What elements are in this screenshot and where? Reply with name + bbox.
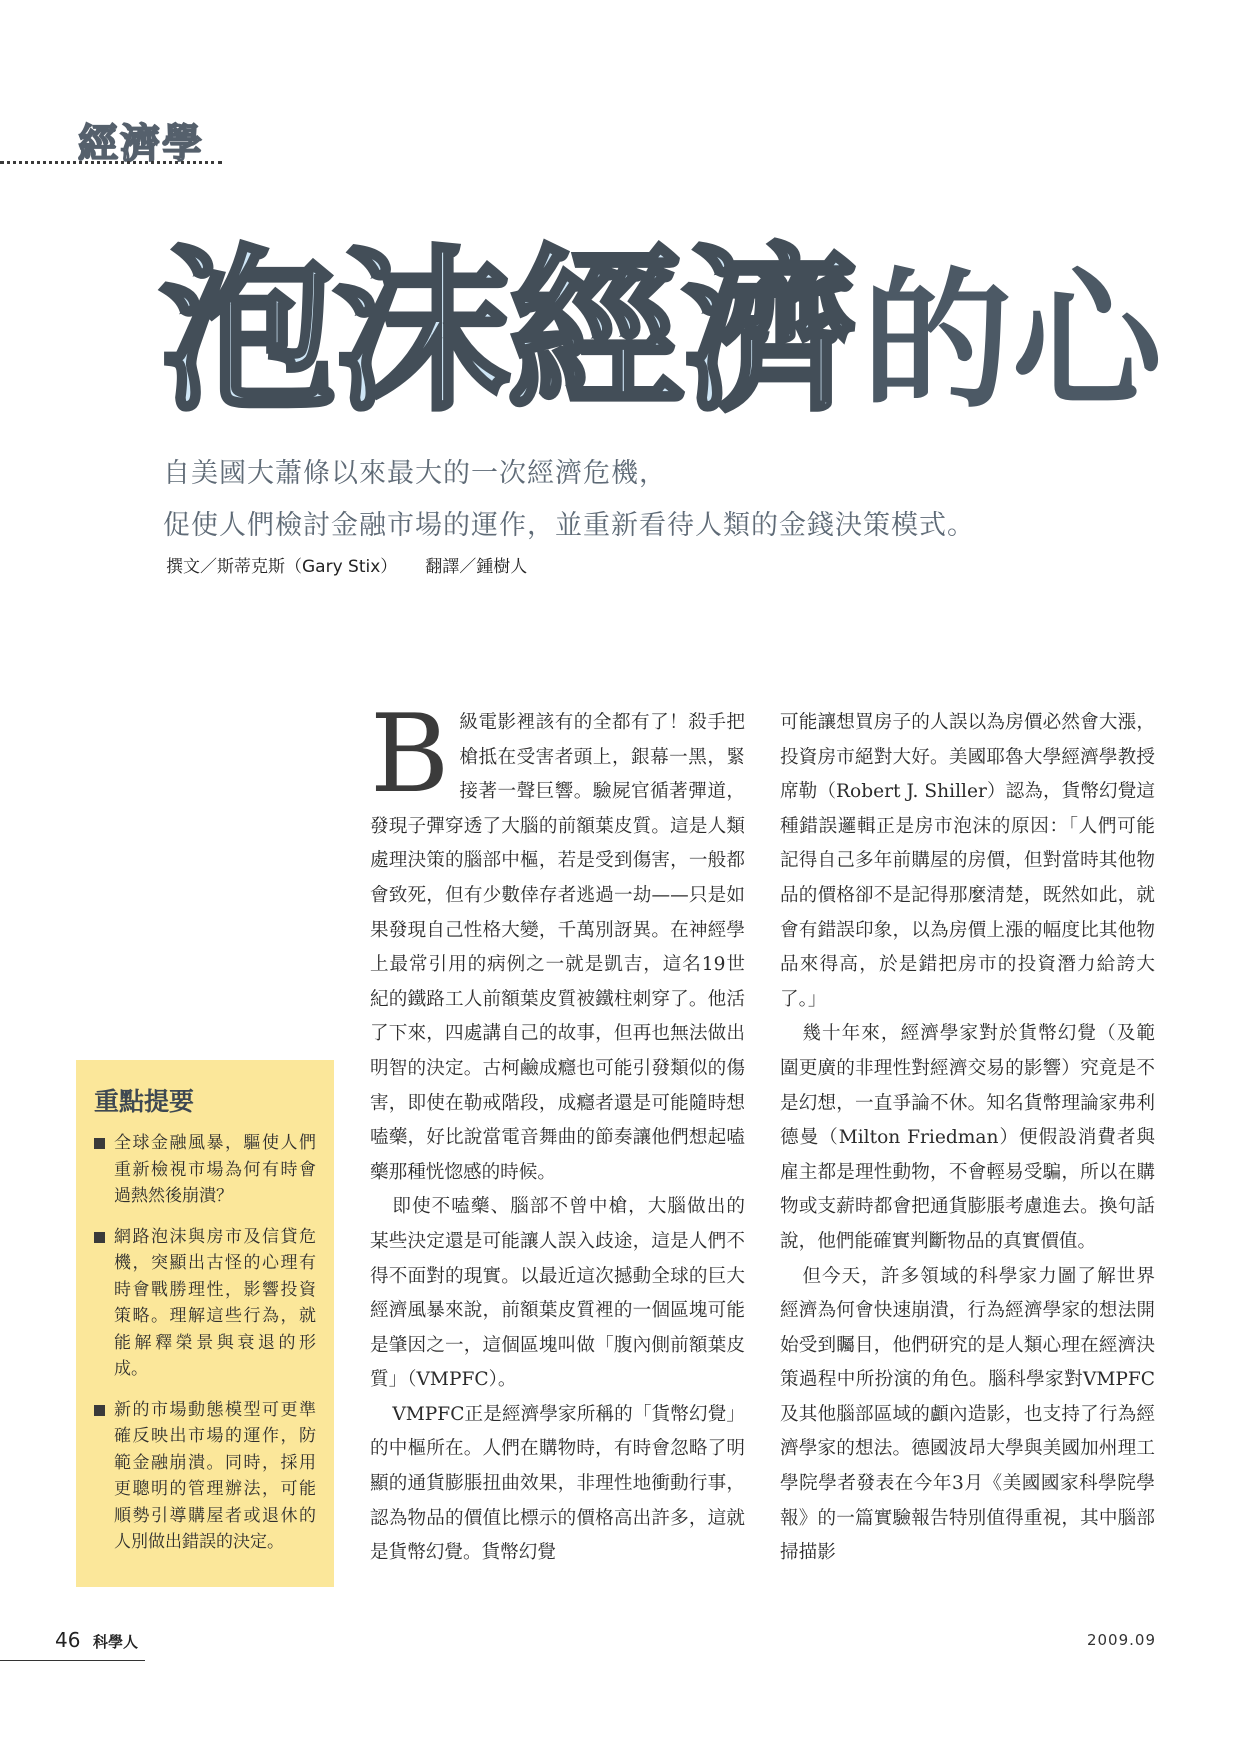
article-headline xyxy=(160,230,1163,435)
sidebar-title: 重點提要 xyxy=(94,1087,195,1116)
headline-tail: 的心 xyxy=(862,255,1163,429)
body-paragraph: 但今天，許多領域的科學家力圖了解世界經濟為何會快速崩潰，行為經濟學家的想法開始受到矚目，他們研究的是人類心理在經濟決策過程中所扮演的角色。腦科學家對VMPFC及其他腦部區域的顱內造影，也支持了行為經濟學家的想法。德國波昂大學與美國加州理工學院學者發表在今年3月《美國國家科學院學報》的一篇實驗報告特別值得重視，其中腦部掃描影 xyxy=(780,1265,1155,1564)
square-bullet-icon xyxy=(94,1405,105,1416)
byline-author: 撰文／斯蒂克斯（Gary Stix） xyxy=(166,557,398,577)
body-paragraph: VMPFC正是經濟學家所稱的「貨幣幻覺」的中樞所在。人們在購物時，有時會忽略了明顯的通貨膨脹扭曲效果，非理性地衝動行事，認為物品的價值比標示的價格高出許多，這就是貨幣幻覺。貨幣幻覺 xyxy=(370,1403,745,1564)
body-paragraph: 即使不嗑藥、腦部不曾中槍，大腦做出的某些決定還是可能讓人誤入歧途，這是人們不得不面對的現實。以最近這次撼動全球的巨大經濟風暴來說，前額葉皮質裡的一個區塊可能是肇因之一，這個區塊叫做「腹內側前額葉皮質」（VMPFC）。 xyxy=(370,1196,745,1391)
drop-cap: B xyxy=(370,692,450,817)
sidebar-item xyxy=(94,1224,316,1383)
key-points-sidebar xyxy=(76,1060,334,1587)
square-bullet-icon xyxy=(94,1138,105,1149)
byline-translator: 翻譯／鍾樹人 xyxy=(425,557,528,577)
headline-main: 泡沫經濟 xyxy=(160,230,857,435)
page-number: 46 xyxy=(55,1628,81,1652)
subtitle-line-1: 自美國大蕭條以來最大的一次經濟危機， xyxy=(163,458,667,489)
subtitle-line-2: 促使人們檢討金融市場的運作，並重新看待人類的金錢決策模式。 xyxy=(163,510,975,541)
issue-date: 2009.09 xyxy=(1086,1631,1156,1649)
section-divider xyxy=(0,161,222,164)
magazine-name: 科學人 xyxy=(93,1633,139,1651)
sidebar-item-text: 全球金融風暴，驅使人們重新檢視市場為何有時會過熱然後崩潰？ xyxy=(114,1133,316,1206)
article-subtitle xyxy=(163,448,975,552)
sidebar-item xyxy=(94,1397,316,1556)
body-paragraph: 幾十年來，經濟學家對於貨幣幻覺（及範圍更廣的非理性對經濟交易的影響）究竟是不是幻想，一直爭論不休。知名貨幣理論家弗利德曼（Milton Friedman）便假設消費者與雇主都是理性動物，不會輕易受騙，所以在購物或支薪時都會把通貨膨脹考慮進去。換句話說，他們能確實判斷物品的真實價值。 xyxy=(780,1023,1155,1252)
section-label: 經濟學 xyxy=(78,121,204,167)
body-paragraph xyxy=(370,692,745,1190)
paragraph-text: 級電影裡該有的全都有了！殺手把槍抵在受害者頭上，銀幕一黑，緊接著一聲巨響。驗屍官循著彈道，發現子彈穿透了大腦的前額葉皮質。這是人類處理決策的腦部中樞，若是受到傷害，一般都會致死，但有少數倖存者逃過一劫——只是如果發現自己性格大變，千萬別訝異。在神經學上最常引用的病例之一就是凱吉，這名19世紀的鐵路工人前額葉皮質被鐵柱刺穿了。他活了下來，四處講自己的故事，但再也無法做出明智的決定。古柯鹼成癮也可能引發類似的傷害，即使在勒戒階段，成癮者還是可能隨時想嗑藥，好比說當電音舞曲的節奏讓他們想起嗑藥那種恍惚感的時候。 xyxy=(370,712,745,1183)
sidebar-item-text: 網路泡沫與房市及信貸危機，突顯出古怪的心理有時會戰勝理性，影響投資策略。理解這些行為，就能解釋榮景與衰退的形成。 xyxy=(114,1226,316,1379)
body-column-left xyxy=(370,692,745,1571)
byline xyxy=(166,552,527,577)
sidebar-item-text: 新的市場動態模型可更準確反映出市場的運作，防範金融崩潰。同時，採用更聰明的管理辦法，可能順勢引導購屋者或退休的人別做出錯誤的決定。 xyxy=(114,1399,316,1552)
body-paragraph: 可能讓想買房子的人誤以為房價必然會大漲，投資房市絕對大好。美國耶魯大學經濟學教授席勒（Robert J. Shiller）認為，貨幣幻覺這種錯誤邏輯正是房市泡沫的原因：「人們可能記得自己多年前購屋的房價，但對當時其他物品的價格卻不是記得那麼清楚，既然如此，就會有錯誤印象，以為房價上漲的幅度比其他物品來得高，於是錯把房市的投資潛力給誇大了。」 xyxy=(780,712,1155,1010)
footer-rule xyxy=(0,1660,145,1661)
square-bullet-icon xyxy=(94,1232,105,1243)
sidebar-item xyxy=(94,1130,316,1210)
body-column-right xyxy=(780,706,1155,1571)
